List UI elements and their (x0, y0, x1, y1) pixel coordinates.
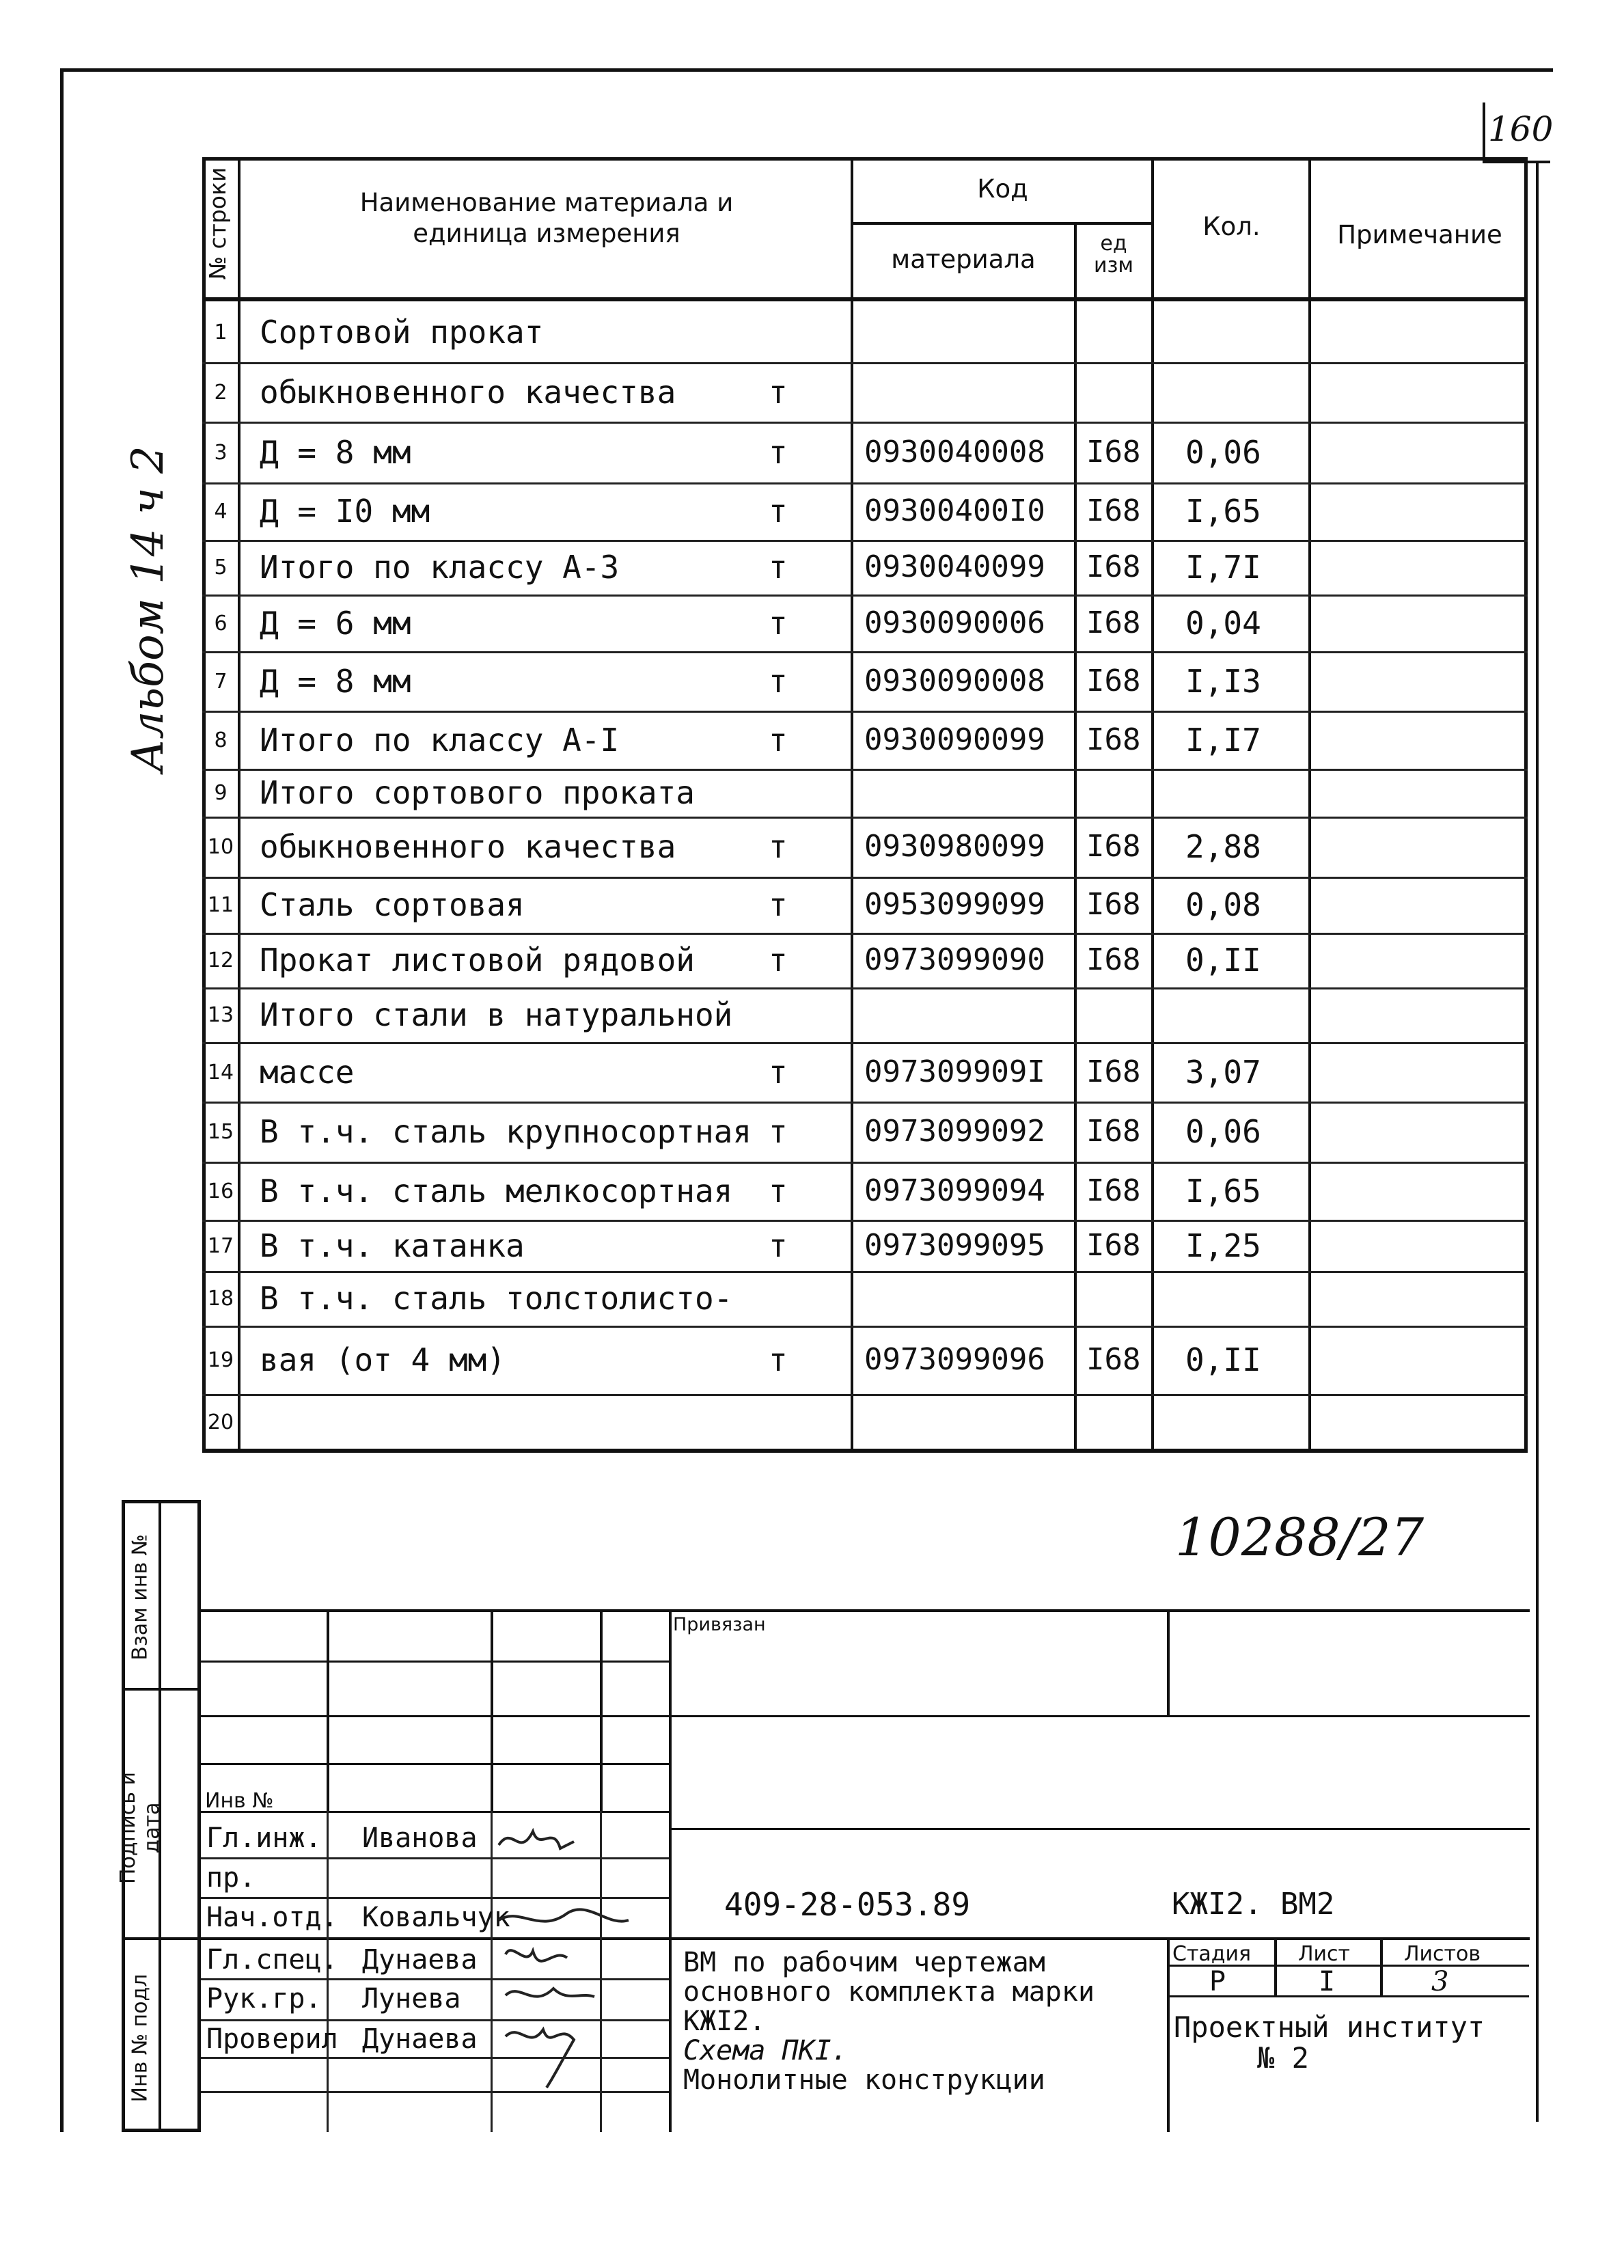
signer-name: Иванова (362, 1822, 478, 1854)
material-name: Итого сортового проката (260, 774, 695, 811)
row-divider (202, 711, 1528, 713)
tb-line (201, 1715, 669, 1717)
row-number: 7 (214, 669, 228, 694)
material-code: 0973099094 (864, 1173, 1045, 1208)
row-number: 17 (207, 1233, 234, 1258)
quantity: I,7I (1185, 549, 1261, 586)
material-name: Д = 8 мм (260, 662, 411, 700)
unit-code: I68 (1086, 434, 1141, 469)
tb-line (669, 1828, 1530, 1830)
unit: т (769, 1172, 788, 1210)
quantity: I,25 (1185, 1227, 1261, 1264)
title-line: Монолитные конструкции (683, 2064, 1045, 2096)
row-divider (202, 1394, 1528, 1396)
unit-code: I68 (1086, 942, 1141, 977)
unit: т (769, 1341, 788, 1378)
tb-line (669, 1715, 1530, 1717)
material-code: 0930090008 (864, 663, 1045, 698)
material-name: Д = 6 мм (260, 604, 411, 642)
unit-code: I68 (1086, 722, 1141, 757)
tb-line (1274, 1937, 1277, 1995)
left-strip-divider (122, 1937, 201, 1940)
unit: т (769, 1227, 788, 1264)
material-code: 0953099099 (864, 887, 1045, 922)
table-bottom (202, 1450, 1528, 1453)
unit: т (769, 886, 788, 923)
unit-code: I68 (1086, 493, 1141, 528)
header-unit-line2: изм (1093, 254, 1134, 277)
archive-number: 10288/27 (1175, 1507, 1425, 1568)
material-code: 0973099096 (864, 1342, 1045, 1377)
unit-code: I68 (1086, 549, 1141, 584)
row-number: 6 (214, 611, 228, 636)
row-number: 4 (214, 500, 228, 523)
unit: т (769, 1113, 788, 1150)
material-name: В т.ч. сталь крупносортная (260, 1113, 752, 1150)
tb-line (327, 1609, 329, 1811)
unit: т (769, 1053, 788, 1091)
material-name: Итого стали в натуральной (260, 996, 733, 1033)
unit-code: I68 (1086, 605, 1141, 640)
row-number: 19 (207, 1348, 234, 1372)
row-number: 15 (207, 1120, 234, 1144)
row-number: 8 (214, 728, 228, 752)
doc-mark: КЖI2. ВМ2 (1172, 1887, 1335, 1922)
row-number: 3 (214, 440, 228, 465)
quantity: 0,06 (1185, 433, 1261, 471)
col-divider (851, 157, 853, 1452)
right-frame-edge (1536, 161, 1539, 2122)
sheets-label: Листов (1404, 1942, 1481, 1966)
header-note: Примечание (1337, 220, 1502, 249)
material-name: Д = I0 мм (260, 493, 430, 530)
unit: т (769, 942, 788, 979)
row-divider (202, 362, 1528, 364)
material-name: Сталь сортовая (260, 886, 525, 923)
material-name: В т.ч. сталь мелкосортная (260, 1172, 733, 1210)
org-line1: Проектный институт (1174, 2010, 1485, 2044)
unit: т (769, 721, 788, 759)
material-name: обыкновенного качества (260, 373, 676, 411)
material-code: 0930040099 (864, 549, 1045, 584)
signer-role: Проверил (206, 2023, 338, 2055)
tb-line (600, 1609, 603, 1811)
tb-line (1380, 1937, 1383, 1995)
tb-line (201, 1763, 669, 1765)
col-divider (1151, 157, 1154, 1452)
material-name: обыкновенного качества (260, 828, 676, 865)
tb-line (201, 1937, 1530, 1940)
row-number: 9 (214, 781, 228, 805)
quantity: 0,II (1185, 1341, 1261, 1378)
material-code: 0973099092 (864, 1114, 1045, 1149)
header-bottom (202, 297, 1528, 301)
header-unit-line1: ед (1100, 232, 1127, 256)
quantity: 0,II (1185, 942, 1261, 979)
title-line: КЖI2. (683, 2006, 766, 2037)
signer-role: Гл.инж. (206, 1822, 322, 1854)
row-divider (202, 1042, 1528, 1044)
title-line: основного комплекта марки (683, 1976, 1095, 2008)
row-divider (202, 595, 1528, 597)
row-number: 1 (214, 320, 228, 344)
quantity: I,I3 (1185, 662, 1261, 700)
material-code: 0930040008 (864, 434, 1045, 469)
inv-no-label: Инв № (205, 1789, 274, 1813)
material-name: массе (260, 1053, 355, 1091)
material-name: Д = 8 мм (260, 433, 411, 471)
material-name: В т.ч. катанка (260, 1227, 525, 1264)
row-number: 5 (214, 556, 228, 579)
col-divider (1074, 222, 1077, 1452)
material-code: 097309909I (864, 1054, 1045, 1089)
material-code: 0930090099 (864, 722, 1045, 757)
col-divider (238, 157, 240, 1452)
sheet-value: I (1319, 1966, 1336, 1997)
material-code: 0930090006 (864, 605, 1045, 640)
material-name: Прокат листовой рядовой (260, 942, 695, 979)
quantity: 0,04 (1185, 604, 1261, 642)
row-number: 11 (207, 893, 234, 917)
org-line2: № 2 (1257, 2041, 1309, 2075)
podpis-data-label: Подпись и дата (116, 1772, 164, 1884)
header-quantity: Кол. (1202, 212, 1261, 241)
title-block (201, 1609, 1530, 2135)
material-name: вая (от 4 мм) (260, 1341, 506, 1378)
tb-line (491, 1609, 493, 1811)
row-divider (202, 987, 1528, 989)
quantity: 2,88 (1185, 828, 1261, 865)
material-name: Итого по классу А-3 (260, 549, 620, 586)
row-divider (202, 1326, 1528, 1328)
material-code: 09300400I0 (864, 493, 1045, 528)
row-divider (202, 933, 1528, 935)
row-number: 13 (207, 1003, 234, 1027)
tb-line (669, 1609, 672, 2132)
material-name: Итого по классу А-I (260, 721, 620, 759)
quantity: I,65 (1185, 1172, 1261, 1210)
unit: т (769, 828, 788, 865)
quantity: I,I7 (1185, 721, 1261, 759)
material-code: 0930980099 (864, 829, 1045, 864)
header-name-line1: Наименование материала и (359, 188, 734, 217)
unit: т (769, 662, 788, 700)
unit-code: I68 (1086, 1054, 1141, 1089)
unit: т (769, 433, 788, 471)
doc-code: 409-28-053.89 (724, 1886, 971, 1923)
signer-role: Нач.отд. (206, 1902, 338, 1933)
unit: т (769, 373, 788, 411)
signer-role: пр. (206, 1862, 256, 1894)
stage-value: Р (1209, 1966, 1226, 1997)
signer-name: Лунева (362, 1983, 461, 2014)
unit: т (769, 549, 788, 586)
unit-code: I68 (1086, 663, 1141, 698)
signatures (492, 1818, 656, 2091)
unit: т (769, 493, 788, 530)
signer-role: Гл.спец. (206, 1944, 338, 1976)
row-divider (202, 769, 1528, 771)
header-material: материала (891, 245, 1036, 274)
stage-label: Стадия (1172, 1942, 1252, 1966)
unit-code: I68 (1086, 1227, 1141, 1263)
unit-code: I68 (1086, 1173, 1141, 1208)
row-number: 16 (207, 1179, 234, 1203)
row-divider (202, 817, 1528, 819)
header-name-line2: единица измерения (413, 219, 680, 248)
row-divider (202, 540, 1528, 542)
material-name: Сортовой прокат (260, 313, 544, 351)
vzam-inv-label: Взам инв № (128, 1534, 152, 1661)
header-row-number: № строки (204, 167, 231, 280)
title-line: ВМ по рабочим чертежам (683, 1947, 1045, 1978)
row-divider (202, 1102, 1528, 1104)
sheet-number: 160 (1488, 109, 1554, 149)
quantity: 3,07 (1185, 1053, 1261, 1091)
quantity: 0,06 (1185, 1113, 1261, 1150)
material-name: В т.ч. сталь толстолисто- (260, 1280, 733, 1317)
header-divider (851, 222, 1151, 225)
sheet-label: Лист (1298, 1942, 1351, 1966)
quantity: I,65 (1185, 493, 1261, 530)
unit: т (769, 604, 788, 642)
signer-name: Дунаева (362, 2023, 478, 2055)
row-number: 18 (207, 1287, 234, 1311)
material-code: 0973099095 (864, 1227, 1045, 1263)
unit-code: I68 (1086, 887, 1141, 922)
row-divider (202, 1220, 1528, 1222)
tb-line (1167, 1609, 1170, 1715)
row-number: 12 (207, 948, 234, 972)
row-number: 14 (207, 1060, 234, 1084)
album-note: Альбом 14 ч 2 (123, 446, 174, 772)
row-divider (202, 877, 1528, 879)
unit-code: I68 (1086, 1342, 1141, 1377)
row-divider (202, 422, 1528, 424)
privyazan-label: Привязан (673, 1614, 766, 1635)
unit-code: I68 (1086, 1114, 1141, 1149)
title-line: Схема ПКI. (683, 2035, 848, 2066)
left-strip-divider (122, 1688, 201, 1691)
sheets-value: 3 (1431, 1966, 1449, 1997)
row-divider (202, 1271, 1528, 1273)
row-number: 2 (214, 380, 228, 405)
signer-role: Рук.гр. (206, 1983, 322, 2014)
row-number: 20 (207, 1410, 234, 1434)
row-divider (202, 1162, 1528, 1164)
signer-name: Дунаева (362, 1944, 478, 1976)
tb-line (201, 1661, 669, 1663)
row-divider (202, 651, 1528, 653)
header-code: Код (977, 174, 1028, 204)
inv-podl-label: Инв № подл (128, 1973, 152, 2103)
material-code: 0973099090 (864, 942, 1045, 977)
col-divider (1308, 157, 1311, 1452)
row-number: 10 (207, 835, 234, 859)
quantity: 0,08 (1185, 886, 1261, 923)
unit-code: I68 (1086, 829, 1141, 864)
tb-line (201, 2091, 669, 2093)
row-divider (202, 482, 1528, 484)
signer-name: Ковальчук (362, 1902, 510, 1933)
